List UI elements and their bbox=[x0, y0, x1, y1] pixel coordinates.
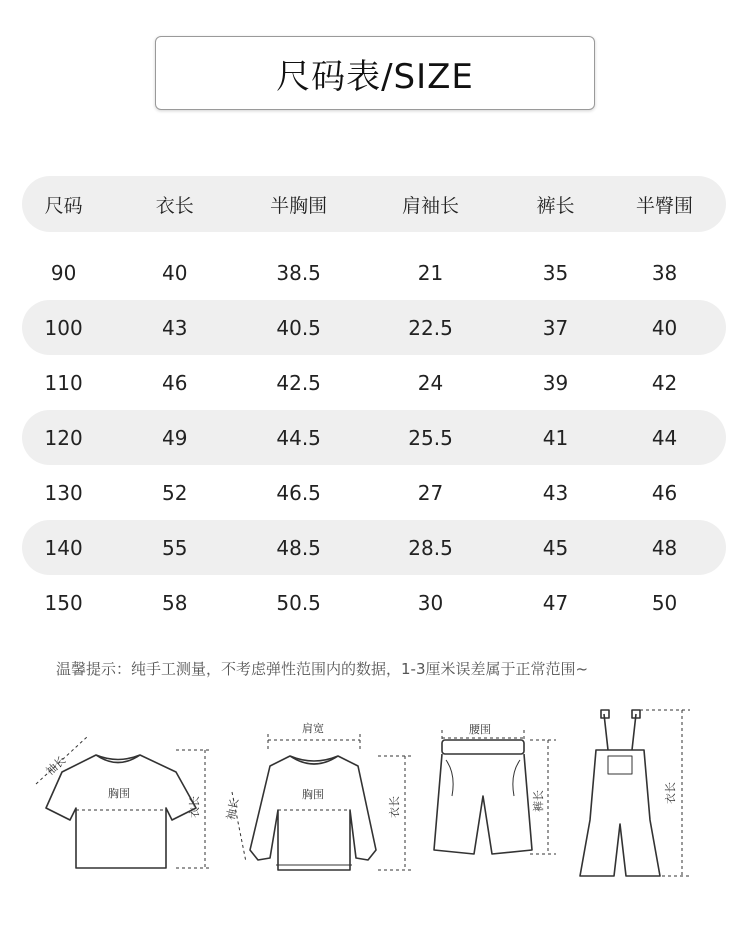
cell-half-hip: 50 bbox=[651, 590, 678, 615]
cell-half-hip: 38 bbox=[651, 260, 678, 285]
table-row bbox=[22, 520, 726, 575]
table-header-row bbox=[22, 176, 726, 232]
size-table bbox=[22, 176, 726, 630]
cell-half-chest: 46.5 bbox=[276, 480, 321, 505]
cell-shoulder-sleeve: 30 bbox=[417, 590, 444, 615]
cell-size: 100 bbox=[44, 315, 83, 340]
cell-half-hip: 42 bbox=[651, 370, 678, 395]
cell-size: 120 bbox=[44, 425, 83, 450]
cell-half-hip: 40 bbox=[651, 315, 678, 340]
tshirt-chest-label: 胸围 bbox=[108, 787, 130, 800]
shorts-waist-label: 腰围 bbox=[469, 723, 491, 736]
cell-pants-length: 35 bbox=[542, 260, 569, 285]
cell-size: 140 bbox=[44, 535, 83, 560]
cell-pants-length: 37 bbox=[542, 315, 569, 340]
cell-size: 150 bbox=[44, 590, 83, 615]
cell-length: 55 bbox=[161, 535, 188, 560]
cell-shoulder-sleeve: 24 bbox=[417, 370, 444, 395]
shorts-length-label: 裤长 bbox=[532, 790, 545, 812]
sweater-diagram bbox=[250, 756, 376, 870]
cell-length: 46 bbox=[161, 370, 188, 395]
cell-pants-length: 45 bbox=[542, 535, 569, 560]
header-shoulder-sleeve: 肩袖长 bbox=[402, 194, 460, 217]
cell-shoulder-sleeve: 27 bbox=[417, 480, 444, 505]
header-half-hip: 半臀围 bbox=[636, 194, 694, 217]
overalls-length-label: 衣长 bbox=[664, 782, 677, 804]
table-row bbox=[22, 465, 726, 520]
cell-half-chest: 48.5 bbox=[276, 535, 321, 560]
cell-pants-length: 47 bbox=[542, 590, 569, 615]
tshirt-length-label: 衣长 bbox=[188, 796, 201, 818]
sweater-shoulder-label: 肩宽 bbox=[302, 722, 324, 735]
garment-diagrams-svg bbox=[0, 700, 750, 900]
cell-half-hip: 44 bbox=[651, 425, 678, 450]
sweater-sleeve-label: 袖长 bbox=[224, 797, 242, 822]
overalls-diagram bbox=[580, 710, 660, 876]
table-row bbox=[22, 245, 726, 300]
tshirt-sleeve-label: 袖长 bbox=[43, 753, 69, 779]
sweater-chest-label: 胸围 bbox=[302, 788, 324, 801]
title-box bbox=[155, 36, 595, 110]
cell-length: 40 bbox=[161, 260, 188, 285]
shorts-diagram bbox=[434, 740, 532, 854]
table-row bbox=[22, 300, 726, 355]
cell-length: 43 bbox=[161, 315, 188, 340]
cell-shoulder-sleeve: 22.5 bbox=[408, 315, 453, 340]
cell-length: 49 bbox=[161, 425, 188, 450]
sweater-length-label: 衣长 bbox=[388, 796, 401, 818]
table-row bbox=[22, 355, 726, 410]
cell-pants-length: 39 bbox=[542, 370, 569, 395]
cell-half-hip: 48 bbox=[651, 535, 678, 560]
cell-size: 130 bbox=[44, 480, 83, 505]
measurement-diagrams bbox=[0, 700, 750, 900]
cell-half-hip: 46 bbox=[651, 480, 678, 505]
header-half-chest: 半胸围 bbox=[270, 194, 328, 217]
cell-half-chest: 42.5 bbox=[276, 370, 321, 395]
tshirt-diagram bbox=[46, 755, 196, 868]
cell-shoulder-sleeve: 25.5 bbox=[408, 425, 453, 450]
cell-half-chest: 44.5 bbox=[276, 425, 321, 450]
cell-length: 58 bbox=[161, 590, 188, 615]
cell-half-chest: 50.5 bbox=[276, 590, 321, 615]
page-title: 尺码表/SIZE bbox=[276, 56, 474, 97]
cell-size: 110 bbox=[44, 370, 83, 395]
header-size: 尺码 bbox=[44, 194, 83, 217]
table-row bbox=[22, 410, 726, 465]
cell-half-chest: 40.5 bbox=[276, 315, 321, 340]
header-pants-length: 裤长 bbox=[536, 194, 575, 217]
cell-shoulder-sleeve: 28.5 bbox=[408, 535, 453, 560]
cell-size: 90 bbox=[50, 260, 77, 285]
cell-shoulder-sleeve: 21 bbox=[417, 260, 444, 285]
cell-length: 52 bbox=[161, 480, 188, 505]
measurement-tip: 温馨提示：纯手工测量，不考虑弹性范围内的数据，1-3厘米误差属于正常范围~ bbox=[56, 660, 589, 678]
table-row bbox=[22, 575, 726, 630]
header-length: 衣长 bbox=[155, 194, 194, 217]
cell-pants-length: 43 bbox=[542, 480, 569, 505]
cell-half-chest: 38.5 bbox=[276, 260, 321, 285]
cell-pants-length: 41 bbox=[542, 425, 569, 450]
